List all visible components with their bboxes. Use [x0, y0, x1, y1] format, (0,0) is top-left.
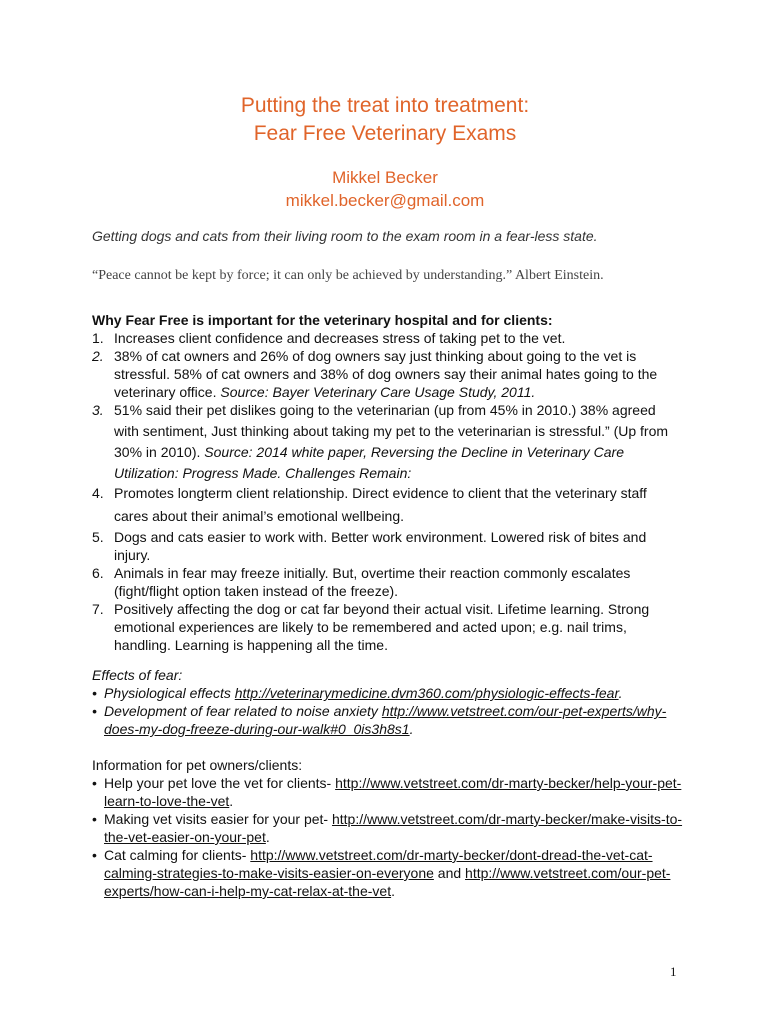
list-item [92, 400, 682, 484]
item-text: 51% said their pet dislikes going to the veterinarian (up from 45% in 2010.) 38% agreed with sentiment, Just thinking about taking my pet to the veterinarian is stressful.” (Up from 30% in 2010). [114, 402, 669, 460]
info-link[interactable]: http://www.vetstreet.com/dr-marty-becker/help-your-pet-learn-to-love-the-vet [104, 775, 682, 809]
item-text: Animals in fear may freeze initially. But, overtime their reaction commonly escalates (fight/flight option taken instead of the freeze). [114, 565, 631, 599]
list-item [92, 810, 692, 846]
list-item [92, 329, 682, 347]
author-name: Mikkel Becker [332, 168, 438, 187]
title-line-2: Fear Free Veterinary Exams [253, 122, 517, 145]
item-number: 6. [92, 565, 104, 581]
info-heading: Information for pet owners/clients: [92, 757, 303, 773]
effects-link[interactable]: http://www.vetstreet.com/our-pet-experts/why-does-my-dog-freeze-during-our-walk#0_0is3h8s1 [104, 703, 667, 737]
info-link[interactable]: http://www.vetstreet.com/dr-marty-becker/dont-dread-the-vet-cat-calming-strategies-to-make-visits-easier-on-everyone [104, 847, 653, 881]
list-item [92, 600, 682, 654]
item-end: . [391, 883, 395, 899]
info-link[interactable]: http://www.vetstreet.com/our-pet-experts/how-can-i-help-my-cat-relax-at-the-vet [104, 865, 671, 899]
einstein-quote: “Peace cannot be kept by force; it can only be achieved by understanding.” Albert Einstein. [92, 268, 604, 283]
list-item [92, 528, 682, 564]
item-number: 4. [92, 485, 104, 501]
item-end: . [229, 793, 234, 809]
item-text: Development of fear related to noise anxiety [104, 703, 382, 719]
item-number: 3. [92, 402, 104, 418]
list-item [92, 702, 692, 738]
item-source: Source: 2014 white paper, Reversing the Decline in Veterinary Care Utilization: Progress Made. Challenges Remain: [114, 444, 625, 481]
bullet-icon: • [92, 685, 97, 701]
bullet-icon: • [92, 811, 97, 827]
item-number: 7. [92, 601, 104, 617]
item-end: . [265, 829, 270, 845]
item-end: . [409, 721, 414, 737]
item-end: . [618, 685, 623, 701]
why-list [92, 329, 682, 654]
item-text: 38% of cat owners and 26% of dog owners say just thinking about going to the vet is stressful. 58% of cat owners and 38% of dog owners say their animal hates going to the veterinary office. [114, 348, 658, 400]
why-heading: Why Fear Free is important for the veterinary hospital and for clients: [92, 312, 553, 328]
tagline: Getting dogs and cats from their living room to the exam room in a fear-less state. [92, 228, 598, 244]
list-item [92, 564, 682, 600]
bullet-icon: • [92, 775, 97, 791]
item-text: Making vet visits easier for your pet- [104, 811, 332, 827]
effects-heading: Effects of fear: [92, 667, 183, 683]
list-item [92, 774, 692, 810]
item-source: Source: Bayer Veterinary Care Usage Study, 2011. [220, 384, 536, 400]
info-list [92, 774, 692, 900]
item-text: Physiological effects [104, 685, 235, 701]
item-text: Cat calming for clients- [104, 847, 251, 863]
info-link[interactable]: http://www.vetstreet.com/dr-marty-becker/make-visits-to-the-vet-easier-on-your-pet [104, 811, 683, 845]
item-text: Help your pet love the vet for clients- [104, 775, 336, 791]
item-number: 5. [92, 529, 104, 545]
bullet-icon: • [92, 847, 97, 863]
item-mid: and [433, 865, 466, 881]
title-line-1: Putting the treat into treatment: [240, 94, 530, 117]
bullet-icon: • [92, 703, 97, 719]
effects-list [92, 684, 692, 738]
page-number: 1 [670, 964, 677, 979]
item-number: 1. [92, 330, 104, 346]
item-text: Dogs and cats easier to work with. Better work environment. Lowered risk of bites and injury. [114, 529, 647, 563]
list-item [92, 347, 682, 401]
author-email: mikkel.becker@gmail.com [285, 191, 485, 210]
list-item [92, 846, 692, 900]
effects-link[interactable]: http://veterinarymedicine.dvm360.com/physiologic-effects-fear [234, 685, 619, 701]
item-text: Increases client confidence and decreases stress of taking pet to the vet. [114, 330, 566, 346]
item-text: Promotes longterm client relationship. Direct evidence to client that the veterinary staff cares about their animal’s emotional wellbeing. [114, 485, 647, 524]
item-text: Positively affecting the dog or cat far beyond their actual visit. Lifetime learning. Strong emotional experiences are likely to be remembered and acted upon; e.g. nail trims, handling. Learning is happening all the time. [114, 601, 650, 653]
list-item [92, 482, 682, 528]
list-item [92, 684, 692, 702]
item-number: 2. [92, 348, 104, 364]
